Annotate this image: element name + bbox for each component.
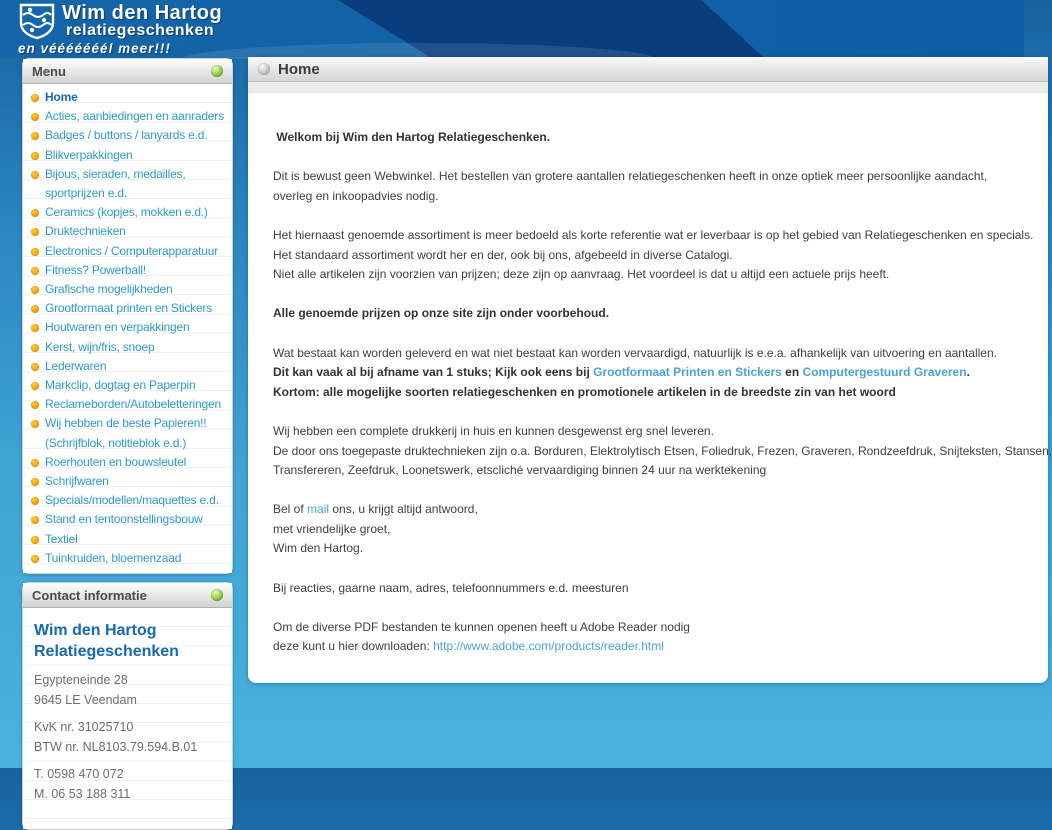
text-line [273,579,1048,599]
company-name [34,620,222,662]
text-segment: Bij reacties, gaarne naam, adres, telefoonnummers e.d. meesturen [273,580,629,595]
text-segment: met vriendelijke groet, [273,521,391,536]
text-segment: Het standaard assortiment wordt her en der, ook bij ons, afgebeeld in diverse Catalogi. [273,247,733,262]
sidebar [22,58,233,830]
menu-item-label: Badges / buttons / lanyards e.d. [45,128,208,143]
menu-item-specials-modellen-maquettes-e-[interactable] [30,491,228,510]
logo-title: Wim den Hartog [62,2,223,24]
menu-item-home[interactable] [30,88,228,107]
menu-item-label: Acties, aanbiedingen en aanraders [45,109,224,124]
menu-item-wij-hebben-de-beste-papieren-s[interactable] [30,414,228,452]
text-segment: Het hiernaast genoemde assortiment is meer bedoeld als korte referentie wat er leverbaar is op het gebied van Relatiegeschenken en specials. [273,227,1034,242]
text-segment: Niet alle artikelen zijn voorzien van prijzen; deze zijn op aanvraag. Het voordeel is dat u altijd een actuele prijs heeft. [273,267,890,282]
menu-item-markclip-dogtag-en-paperpin[interactable] [30,376,228,395]
bullet-icon [31,286,39,294]
menu-panel [22,58,233,574]
bullet-icon [31,324,39,332]
menu-item-label: Houtwaren en verpakkingen [45,320,190,335]
menu-item-kerst-wijn-fris-snoep[interactable] [30,338,228,357]
text-line [273,246,1048,266]
contact-line: M. 06 53 188 311 [34,787,131,802]
paragraph [273,167,1048,206]
contact-panel [22,582,233,830]
menu-item-houtwaren-en-verpakkingen[interactable] [30,318,228,337]
menu-item-label: Fitness? Powerball! [45,262,146,277]
menu-item-label: Roerhouten en bouwsleutel [45,454,187,469]
text-line [273,539,1048,559]
contact-group [34,717,222,757]
text-line [273,500,1048,520]
paragraph [273,422,1052,481]
menu-item-badges-buttons-lanyards-e-d[interactable] [30,126,228,145]
paragraph [273,226,1048,285]
content-link[interactable]: mail [307,502,330,517]
menu-title: Menu [32,63,66,79]
contact-group [34,670,222,710]
paragraph [273,618,1048,657]
bullet-icon [31,478,39,486]
paragraph [273,500,1048,559]
menu-item-label: Tuinkruiden, bloemenzaad [45,550,182,565]
menu-item-label: Wij hebben de beste Papieren!! (Schrijfblok, notitieblok e.d.) [45,416,207,450]
bullet-icon [31,209,39,217]
text-segment: Welkom bij Wim den Hartog Relatiegeschenken. [273,130,551,144]
menu-item-label: Druktechnieken [45,224,126,239]
text-segment: Bel of [273,502,308,517]
bullet-icon [31,459,39,467]
paragraph [273,304,1048,324]
menu-item-acties-aanbiedingen-en-aanrade[interactable] [30,107,228,126]
text-segment: Om de diverse PDF bestanden te kunnen openen heeft u Adobe Reader nodig [273,619,690,634]
text-segment: Transfereren, Zeefdruk, Loonetswerk, etscliché vervaardiging binnen 24 uur na werktekening [273,463,767,478]
main-panel-header [248,57,1048,82]
shield-crest-icon [18,3,56,39]
bullet-icon [31,267,39,275]
menu-item-label: Specials/modellen/maquettes e.d. [45,493,219,508]
bullet-icon [31,171,39,179]
text-line [273,461,1048,481]
bullet-icon [31,516,39,524]
text-line [273,618,1048,638]
green-indicator-icon [211,589,223,601]
menu-item-label: Stand en tentoonstellingsbouw [45,512,203,527]
menu-item-label: Grootformaat printen en Stickers [45,301,213,316]
contact-title: Contact informatie [32,587,147,603]
paragraph [273,579,1048,599]
contact-line: Egypteneinde 28 [34,673,128,688]
text-line [273,344,1048,364]
text-segment: en [781,365,803,380]
content-link[interactable]: Grootformaat Printen en Stickers [593,365,782,380]
text-line [273,128,1048,148]
content-link[interactable]: Computergestuurd Graveren [802,365,967,380]
menu-item-label: Kerst, wijn/fris, snoep [45,339,155,354]
bullet-icon [31,248,39,256]
menu-item-reclameborden-autobeletteringe[interactable] [30,395,228,414]
bullet-icon [31,152,39,160]
green-indicator-icon [211,65,223,77]
text-segment: Dit kan vaak al bij afname van 1 stuks; Kijk ook eens bij [273,365,594,380]
menu-item-label: Textiel [45,531,78,546]
site-logo[interactable] [18,3,222,56]
company-name-line2: Relatiegeschenken [34,643,179,661]
bullet-icon [31,420,39,428]
contact-line: BTW nr. NL8103.79.594.B.01 [34,740,198,755]
bullet-icon [31,305,39,313]
text-line [273,383,1048,403]
text-line [273,422,1048,442]
menu-item-fitness-powerball[interactable] [30,261,228,280]
menu-item-electronics-computerapparatuur[interactable] [30,242,228,261]
paragraph [273,128,1048,148]
bullet-icon [31,497,39,505]
text-line [273,265,1048,285]
text-segment: Alle genoemde prijzen op onze site zijn onder voorbehoud. [273,306,610,321]
menu-item-label: Reclameborden/Autobeletteringen [45,397,221,412]
text-line [273,187,1048,207]
text-line [273,226,1048,246]
bullet-icon [31,382,39,390]
site-header [0,0,1024,57]
text-segment: Kortom: alle mogelijke soorten relatiegeschenken en promotionele artikelen in de breedste zin van het woord [273,384,896,399]
bullet-icon [31,344,39,352]
menu-item-ceramics-kopjes-mokken-e-d[interactable] [30,203,228,222]
contact-line: T. 0598 470 072 [34,767,124,782]
menu-item-roerhouten-en-bouwsleutel[interactable] [30,453,228,472]
text-segment: Dit is bewust geen Webwinkel. Het bestellen van grotere aantallen relatiegeschenken heeft in onze optiek meer persoonlijke aandacht, [273,169,988,184]
bullet-icon [31,132,39,140]
contact-body [23,608,232,829]
menu-item-bijous-sieraden-medailles-spor[interactable] [30,165,228,203]
menu-item-label: Schrijfwaren [45,474,109,489]
menu-item-stand-en-tentoonstellingsbouw[interactable] [30,510,228,529]
text-line [273,637,1048,657]
logo-subtitle: relatiegeschenken [66,22,215,39]
contact-line: 9645 LE Veendam [34,693,137,708]
text-line [273,520,1048,540]
menu-item-lederwaren[interactable] [30,357,228,376]
menu-item-tuinkruiden-bloemenzaad[interactable] [30,549,228,568]
menu-item-label: Home [45,90,78,104]
text-segment: . [966,365,970,380]
text-line [273,167,1048,187]
bullet-icon [31,363,39,371]
page-title: Home [278,60,320,78]
bullet-icon [31,94,39,102]
menu-panel-header [23,59,232,84]
grey-indicator-icon [258,63,270,75]
text-line [273,363,1048,383]
content-area [248,93,1052,657]
menu-item-grafische-mogelijkheden[interactable] [30,280,228,299]
menu-item-schrijfwaren[interactable] [30,472,228,491]
company-name-line1: Wim den Hartog [34,622,157,640]
menu-item-grootformaat-printen-en-sticke[interactable] [30,299,228,318]
menu-item-druktechnieken[interactable] [30,222,228,241]
text-segment: Wij hebben een complete drukkerij in huis en kunnen desgewenst erg snel leveren. [273,423,714,438]
bullet-icon [31,555,39,563]
content-link[interactable]: http://www.adobe.com/products/reader.html [433,639,664,654]
text-segment: deze kunt u hier downloaden: [273,639,434,654]
menu-item-label: Bijous, sieraden, medailles, sportprijzen e.d. [45,166,186,201]
text-segment: Wim den Hartog. [273,541,364,556]
menu-item-blikverpakkingen[interactable] [30,146,228,165]
menu-item-label: Markclip, dogtag en Paperpin [45,378,196,393]
menu-item-label: Grafische mogelijkheden [45,282,173,297]
menu-item-label: Ceramics (kopjes, mokken e.d.) [45,205,208,220]
menu-item-label: Blikverpakkingen [45,147,133,162]
text-segment: overleg en inkoopadvies nodig. [273,188,439,203]
menu-list [23,84,232,573]
contact-group [34,764,222,804]
menu-item-label: Electronics / Computerapparatuur [45,243,219,258]
main-panel [248,57,1052,683]
text-segment: Wat bestaat kan worden geleverd en wat niet bestaat kan worden vervaardigd, natuurlijk is e.e.a. afhankelijk van uitvoering en aantallen. [273,345,997,360]
contact-line: KvK nr. 31025710 [34,720,134,735]
menu-item-label: Lederwaren [45,358,107,373]
text-segment: De door ons toegepaste druktechnieken zijn o.a. Borduren, Elektrolytisch Etsen, Foliedruk, Frezen, Graveren, Rondzeefdruk, Snijteksten, Stansen, [273,443,1052,458]
bullet-icon [31,228,39,236]
contact-groups [34,670,222,804]
paragraph [273,344,1048,403]
header-divider [248,82,1048,93]
logo-tagline: en vééééééél meer!!! [18,41,171,56]
bullet-icon [31,401,39,409]
text-line [273,442,1052,462]
menu-item-textiel[interactable] [30,530,228,549]
text-line [273,304,1048,324]
bullet-icon [31,536,39,544]
bullet-icon [31,113,39,121]
contact-panel-header [23,583,232,608]
text-segment: ons, u krijgt altijd antwoord, [329,502,478,517]
